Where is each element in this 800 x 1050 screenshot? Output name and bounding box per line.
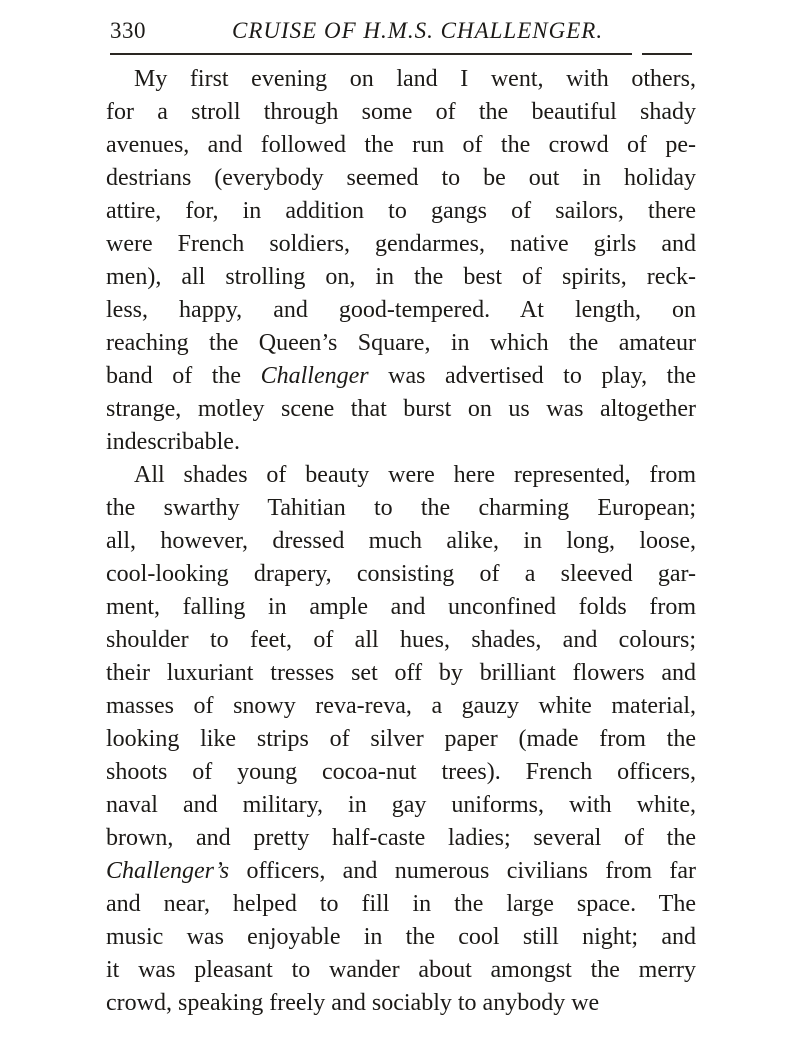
text-line bbox=[106, 855, 696, 888]
text-line bbox=[106, 723, 696, 756]
line-text: and near, helped to fill in the large space. The bbox=[106, 891, 696, 917]
line-text: indescribable. bbox=[106, 429, 240, 455]
line-text: ment, falling in ample and unconfined folds from bbox=[106, 594, 696, 620]
body-text bbox=[106, 63, 696, 1020]
text-line bbox=[106, 690, 696, 723]
text-line bbox=[106, 459, 696, 492]
text-line bbox=[106, 921, 696, 954]
line-text: shoots of young cocoa-nut trees). French officers, bbox=[106, 759, 696, 785]
line-text: their luxuriant tresses set off by brilliant flowers and bbox=[106, 660, 696, 686]
line-text: naval and military, in gay uniforms, with white, bbox=[106, 792, 696, 818]
line-text: band of the bbox=[106, 363, 261, 389]
line-text: My first evening on land I went, with others, bbox=[134, 66, 696, 92]
text-line bbox=[106, 360, 696, 393]
line-text: less, happy, and good-tempered. At length, on bbox=[106, 297, 696, 323]
text-line bbox=[106, 987, 696, 1020]
paragraph bbox=[106, 63, 696, 459]
text-line bbox=[106, 162, 696, 195]
line-text: destrians (everybody seemed to be out in holiday bbox=[106, 165, 696, 191]
page-number: 330 bbox=[110, 18, 146, 43]
line-text: looking like strips of silver paper (made from the bbox=[106, 726, 696, 752]
line-text: for a stroll through some of the beautiful shady bbox=[106, 99, 696, 125]
line-text: shoulder to feet, of all hues, shades, and colours; bbox=[106, 627, 696, 653]
header-rule-short bbox=[642, 53, 692, 55]
line-text: brown, and pretty half-caste ladies; several of the bbox=[106, 825, 696, 851]
line-text: music was enjoyable in the cool still night; and bbox=[106, 924, 696, 950]
text-line bbox=[106, 789, 696, 822]
text-line bbox=[106, 393, 696, 426]
text-line bbox=[106, 954, 696, 987]
line-text: was advertised to play, the bbox=[368, 363, 696, 389]
text-line bbox=[106, 624, 696, 657]
text-line bbox=[106, 492, 696, 525]
line-text: officers, and numerous civilians from far bbox=[229, 858, 696, 884]
text-line bbox=[106, 327, 696, 360]
text-line bbox=[106, 591, 696, 624]
line-text: attire, for, in addition to gangs of sailors, there bbox=[106, 198, 696, 224]
text-line bbox=[106, 63, 696, 96]
line-text: crowd, speaking freely and sociably to anybody we bbox=[106, 990, 600, 1016]
line-text: it was pleasant to wander about amongst the merry bbox=[106, 957, 696, 983]
line-text: reaching the Queen’s Square, in which the amateur bbox=[106, 330, 696, 356]
text-line bbox=[106, 426, 696, 459]
line-text: masses of snowy reva-reva, a gauzy white material, bbox=[106, 693, 696, 719]
line-text: the swarthy Tahitian to the charming European; bbox=[106, 495, 696, 521]
line-text: cool-looking drapery, consisting of a sleeved gar- bbox=[106, 561, 696, 587]
text-line bbox=[106, 228, 696, 261]
text-line bbox=[106, 195, 696, 228]
line-text: were French soldiers, gendarmes, native girls and bbox=[106, 231, 696, 257]
header-rule bbox=[110, 53, 632, 55]
text-line bbox=[106, 96, 696, 129]
text-line bbox=[106, 756, 696, 789]
text-line bbox=[106, 822, 696, 855]
italic-text: Challenger’s bbox=[106, 858, 230, 884]
text-line bbox=[106, 261, 696, 294]
paragraph bbox=[106, 459, 696, 1020]
text-line bbox=[106, 888, 696, 921]
text-line bbox=[106, 525, 696, 558]
text-line bbox=[106, 129, 696, 162]
text-line bbox=[106, 294, 696, 327]
line-text: all, however, dressed much alike, in long, loose, bbox=[106, 528, 696, 554]
running-title: CRUISE OF H.M.S. CHALLENGER. bbox=[232, 18, 604, 43]
page-header bbox=[108, 14, 690, 48]
line-text: All shades of beauty were here represented, from bbox=[134, 462, 696, 488]
text-line bbox=[106, 558, 696, 591]
italic-text: Challenger bbox=[260, 363, 369, 389]
line-text: men), all strolling on, in the best of spirits, reck- bbox=[106, 264, 696, 290]
text-line bbox=[106, 657, 696, 690]
line-text: strange, motley scene that burst on us was altogether bbox=[106, 396, 696, 422]
line-text: avenues, and followed the run of the crowd of pe- bbox=[106, 132, 696, 158]
